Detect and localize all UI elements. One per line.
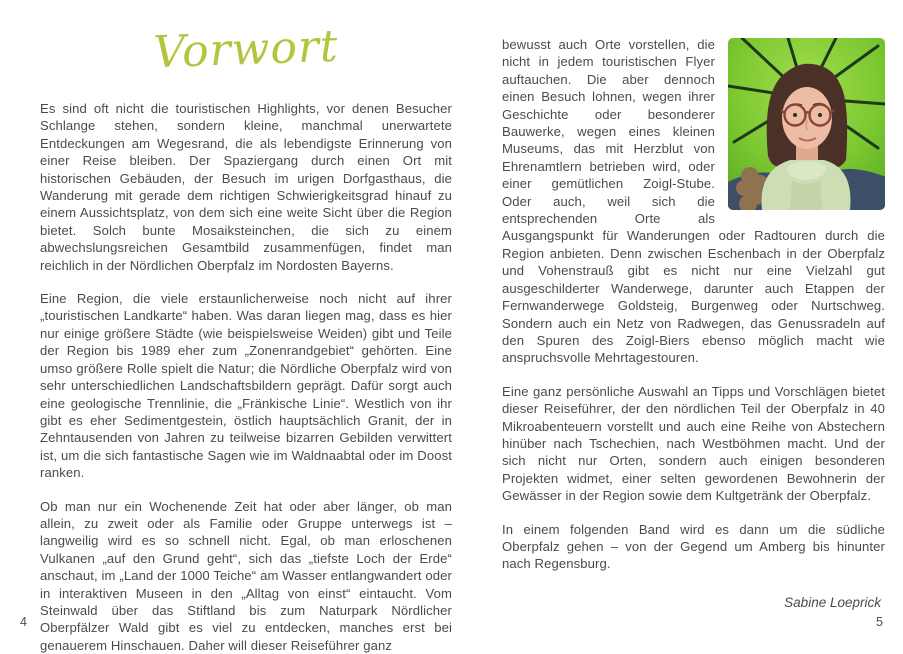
paragraph: Es sind oft nicht die touristischen Highlights, vor denen Besucher Schlange stehen, sondern kleine, manchmal unerwartete Entdeckungen am Wegesrand, die als lebendigste Erinnerung von einer Reise bleiben. Der Spaziergang durch einen Ort mit historischen Gebäuden, der Besuch im urigen Dorfgasthaus, die Wanderung mit gerade dem richtigen Schwierigkeitsgrad hinauf zu einem Aussichtsplatz, von dem sich eine weite Sicht über die Region bietet. Solch bunte Mosaiksteinchen, die sich zu einem abwechslungsreichen Gesamtbild zusammenfügen, findet man reichlich in der Nördlichen Oberpfalz im Nordosten Bayerns. — [40, 101, 452, 273]
page-right — [502, 36, 885, 610]
paragraph: In einem folgenden Band wird es dann um die südliche Oberpfalz gehen – von der Gegend um Amberg bis hinunter nach Regensburg. — [502, 521, 885, 572]
page-left — [40, 20, 452, 654]
paragraph: Eine ganz persönliche Auswahl an Tipps und Vorschlägen bietet dieser Reiseführer, der den nördlichen Teil der Oberpfalz in 40 Mikroabenteuern vorstellt und auch eine Reihe von Abstechern hinüber nach Tschechien, nach Westböhmen macht. Und der sich nicht nur Orten, sondern auch einigen besonderen Projekten widmet, einer selten gewordenen Bewohnerin der Gewässer in der Region sowie dem Kultgetränk der Oberpfalz. — [502, 383, 885, 504]
paragraph: Ob man nur ein Wochenende Zeit hat oder aber länger, ob man allein, zu zweit oder als Familie oder Gruppe unterwegs ist – langweilig wird es so schnell nicht. Egal, ob man erloschenen Vulkanen „auf den Grund geht“, sich das „tiefste Loch der Erde“ anschaut, im „Land der 1000 Teiche“ am Wasser entlangwandert oder in interaktiven Museen in den „Alltag von einst“ eintaucht. Vom Steinwald über das Stiftland bis zum Naturpark Nördlicher Oberpfälzer Wald gibt es viel zu entdecken, manches erst bei genauerem Hinschauen. Daher will dieser Reiseführer ganz — [40, 498, 452, 653]
paragraph: Eine Region, die viele erstaunlicherweise noch nicht auf ihrer „touristischen Landkarte“ haben. Was daran liegen mag, dass es hier nur einige größere Städte (wie beispielsweise Weiden) gibt und Teile der Region bis 1989 eher zum „Zonenrandgebiet“ gehörten. Eine umso größere Rolle spielt die Natur; die Nördliche Oberpfalz wird von sehr unterschiedlichen Landschaftsbildern geprägt. Dafür sorgt auch eine geologische Trennlinie, die „Fränkische Linie“. Westlich von ihr gibt es eher Sedimentgestein, östlich hauptsächlich Granit, der in Zehntausenden von Jahren zu teilweise bizarren Gebilden verwittert ist, um die sich fantastische Sagen wie im Waldnaabtal oder im Doost ranken. — [40, 291, 452, 481]
author-portrait-illustration — [728, 38, 885, 210]
page-number-right: 5 — [876, 615, 883, 629]
left-page-body — [40, 100, 452, 654]
paragraph: bewusst auch Orte vorstellen, die nicht in jedem touristischen Flyer auftauchen. Die aber dennoch einen Besuch lohnen, wegen ihrer Geschichte oder besonderer Bauwerke, wegen eines kleinen Museums, das mit Herzblut von Ehrenamtlern betrieben wird, oder einer gemütlichen Zoigl-Stube. Oder auch, weil sich die entsprechenden Orte als Ausgangspunkt für Wanderungen oder Radtouren durch die Region anbieten. Denn zwischen Eschenbach in der Oberpfalz und Vohenstrauß gibt es nicht nur eine Vielzahl gut ausgeschilderter Wanderwege, darunter auch Etappen der Fernwanderwege Goldsteig, Burgenweg oder Nurtschweg. Sondern auch ein Netz von Radwegen, das Genussradeln auf den Spuren des Zoigl-Biers ebenso möglich macht wie anspruchsvolle Mehrtagestouren. — [502, 37, 885, 366]
author-signature: Sabine Loeprick — [784, 594, 881, 610]
page-title: Vorwort — [152, 20, 340, 79]
page-number-left: 4 — [20, 615, 27, 629]
author-photo — [728, 38, 885, 210]
right-page-body — [502, 36, 885, 610]
